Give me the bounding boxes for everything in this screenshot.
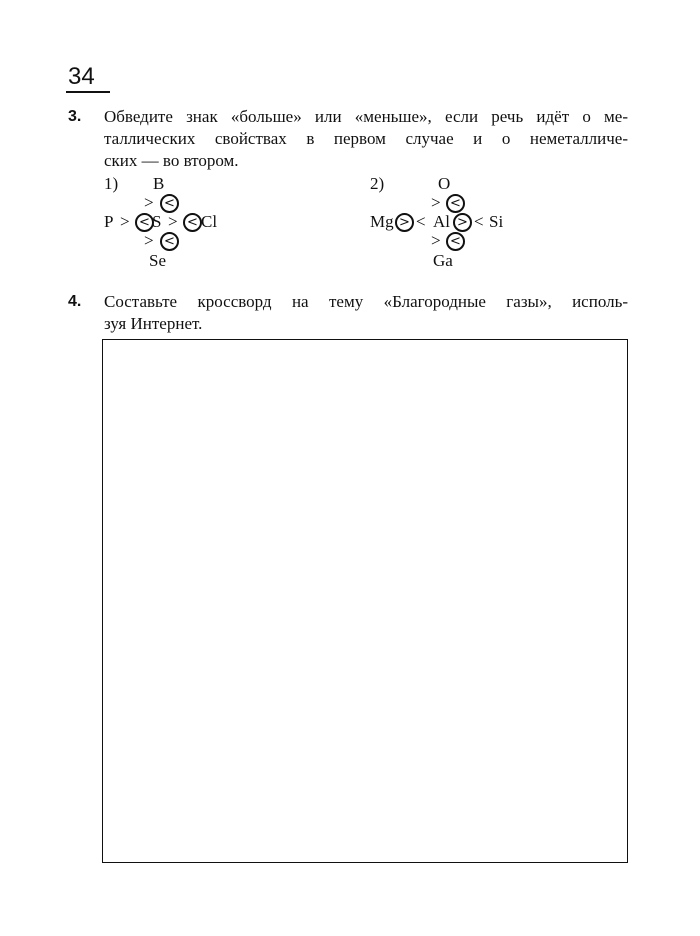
task-4-line-2: зуя Интернет. <box>104 314 203 333</box>
case-1-label: 1) <box>104 174 119 193</box>
task-3-line-2: таллических свойствах в первом случае и о неметалличе- <box>104 129 628 148</box>
case-1-right-operator: > <box>168 212 178 231</box>
task-4-text <box>104 291 628 335</box>
case-2-right-element: Si <box>489 212 504 231</box>
task-3-line-3: ских — во втором. <box>104 151 239 170</box>
case-1-top-circled-sign: < <box>160 194 179 213</box>
task-3-text <box>104 106 628 172</box>
case-1-right-circled-sign: < <box>183 213 202 232</box>
case-1-bottom-element: Se <box>149 251 166 270</box>
case-1-bottom-circled-sign: < <box>160 232 179 251</box>
case-2-center-element: Al <box>433 212 450 231</box>
case-2-bottom-operator: > <box>431 231 441 250</box>
case-1-right-element: Cl <box>201 212 218 231</box>
page-number: 34 <box>68 63 95 90</box>
case-1-left-circled-sign: < <box>135 213 154 232</box>
case-2-top-element: O <box>438 174 451 193</box>
case-1-top-element: B <box>153 174 165 193</box>
crossword-answer-box <box>102 339 628 863</box>
case-2-mid-operator: < <box>416 212 426 231</box>
case-2-center-circled-sign: > <box>453 213 472 232</box>
case-2-left-circled-sign: > <box>395 213 414 232</box>
case-2-left-element: Mg <box>370 212 394 231</box>
case-2-label: 2) <box>370 174 385 193</box>
case-2-top-circled-sign: < <box>446 194 465 213</box>
task-4-line-1: Составьте кроссворд на тему «Благородные газы», исполь- <box>104 292 628 311</box>
case-1-bottom-operator: > <box>144 231 154 250</box>
case-1-left-operator: > <box>120 212 130 231</box>
case-2-top-operator: > <box>431 193 441 212</box>
case-1-center-element: S <box>152 212 162 231</box>
case-2-bottom-circled-sign: < <box>446 232 465 251</box>
case-2-right-operator: < <box>474 212 484 231</box>
case-1-left-element: P <box>104 212 114 231</box>
task-3-line-1: Обведите знак «больше» или «меньше», если речь идёт о ме- <box>104 107 628 126</box>
page-number-rule <box>66 91 110 93</box>
case-1-top-operator: > <box>144 193 154 212</box>
task-4-number: 4. <box>68 293 82 310</box>
case-2-bottom-element: Ga <box>433 251 453 270</box>
task-3-number: 3. <box>68 108 82 125</box>
